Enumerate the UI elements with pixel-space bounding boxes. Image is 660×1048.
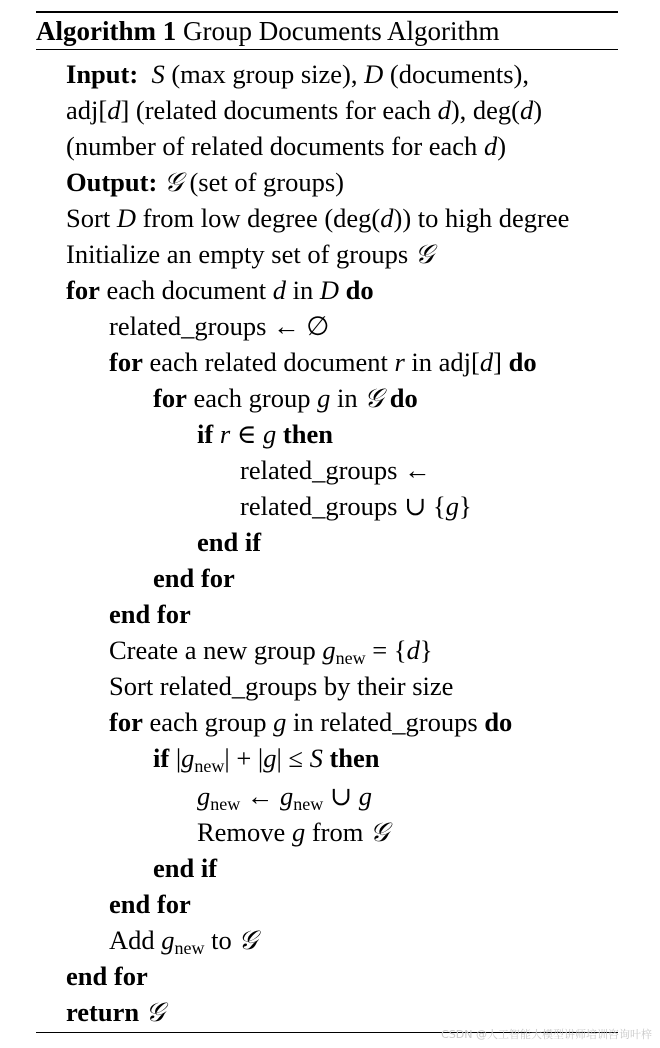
- merge-group-line: $g_{new}$ ← $g_{new}$ ∪ g: [197, 781, 372, 814]
- create-group-line: Create a new group $g_{new} = \{d\}$: [109, 635, 433, 668]
- if-size-check-line: if $|g_{new}| + |g| \le S$ then: [153, 743, 380, 776]
- end-if-line-2: end if: [153, 853, 218, 883]
- if-r-in-g-line: if r ∈ g then: [197, 419, 333, 449]
- related-groups-update-line-1: related_groups ←: [240, 455, 431, 485]
- end-for-line-4: end for: [66, 961, 148, 991]
- end-if-line-1: end if: [197, 527, 262, 557]
- algorithm-caption: [36, 12, 499, 50]
- for-each-related-document-line: for each related document r in adj[d] do: [109, 347, 537, 377]
- return-line: return 𝒢: [66, 997, 165, 1028]
- watermark: CSDN @人工智能大模型讲师培训咨询叶梓: [441, 1028, 652, 1041]
- sort-documents-line: Sort D from low degree (deg(d)) to high degree: [66, 203, 570, 233]
- caption-rule: [36, 49, 618, 50]
- for-each-related-group-line: for each group g in related_groups do: [109, 707, 513, 737]
- end-for-line-1: end for: [153, 563, 235, 593]
- related-groups-init-line: related_groups ← ∅: [109, 311, 330, 341]
- end-for-line-2: end for: [109, 599, 191, 629]
- remove-group-line: Remove g from 𝒢: [197, 817, 389, 848]
- input-line-3: (number of related documents for each d): [66, 131, 507, 161]
- for-each-group-line: for each group g in 𝒢 do: [153, 383, 418, 414]
- output-line: Output: 𝒢 (set of groups): [66, 167, 344, 198]
- related-groups-update-line-2: related_groups ∪ {g}: [240, 491, 472, 521]
- sort-related-groups-line: Sort related_groups by their size: [109, 671, 454, 701]
- init-groups-line: Initialize an empty set of groups 𝒢: [66, 239, 434, 270]
- input-line-1: Input: S (max group size), D (documents),: [66, 59, 529, 89]
- input-line-2: adj[d] (related documents for each d), deg(d): [66, 95, 543, 125]
- algorithm-title: Group Documents Algorithm: [182, 16, 500, 46]
- add-group-line: Add $g_{new}$ to 𝒢: [109, 925, 258, 958]
- algorithm-label: Algorithm 1: [36, 16, 177, 46]
- end-for-line-3: end for: [109, 889, 191, 919]
- for-each-document-line: for each document d in D do: [66, 275, 374, 305]
